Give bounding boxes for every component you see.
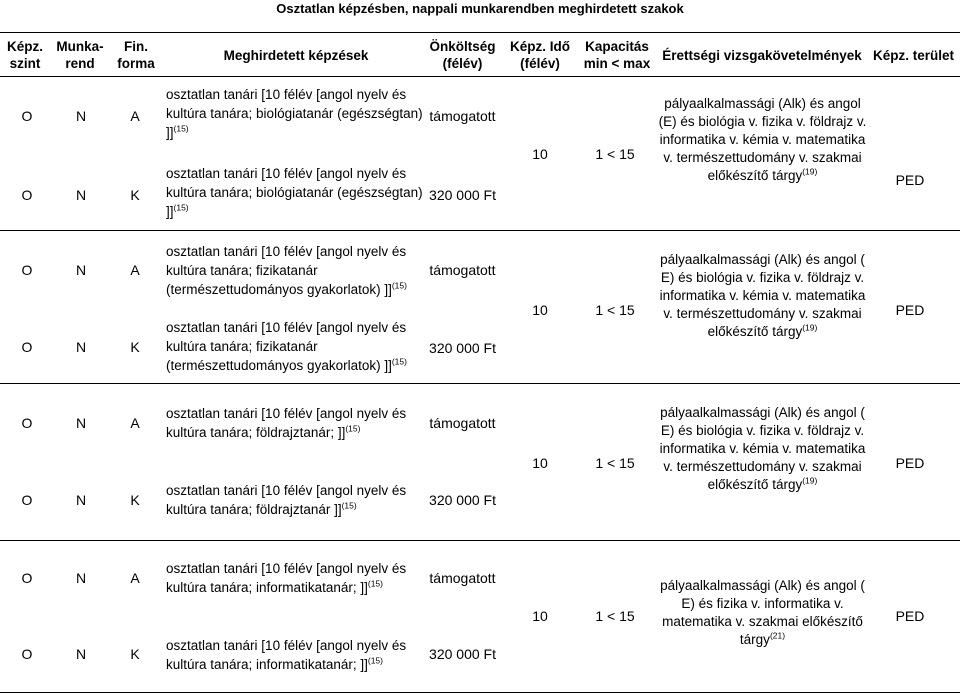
kepz-terulet-cell: PED	[895, 455, 925, 471]
kepz-szint-cell: O	[21, 492, 33, 508]
onkoltseg-cell: támogatott	[429, 570, 496, 586]
munkarend-cell: N	[75, 492, 87, 508]
header-bottom-rule	[0, 76, 960, 77]
fin-forma-cell: A	[130, 415, 140, 431]
header-onkoltseg: Önköltség (félév)	[429, 39, 496, 71]
kepz-terulet-cell: PED	[895, 608, 925, 624]
kepz-szint-cell: O	[21, 339, 33, 355]
onkoltseg-cell: 320 000 Ft	[429, 187, 496, 203]
footnote-ref: (19)	[802, 475, 818, 486]
footnote-ref: (15)	[367, 578, 383, 589]
footnote-ref: (19)	[802, 166, 818, 177]
group-divider	[0, 540, 960, 541]
onkoltseg-cell: támogatott	[429, 415, 496, 431]
munkarend-cell: N	[75, 646, 87, 662]
munkarend-cell: N	[75, 570, 87, 586]
group-divider	[0, 230, 960, 231]
footnote-ref: (19)	[802, 322, 818, 333]
munkarend-cell: N	[75, 415, 87, 431]
footnote-ref: (15)	[345, 423, 361, 434]
munkarend-cell: N	[75, 108, 87, 124]
header-munkarend: Munka- rend	[56, 39, 104, 71]
onkoltseg-cell: 320 000 Ft	[429, 492, 496, 508]
kapacitas-cell: 1 < 15	[595, 146, 635, 162]
onkoltseg-cell: 320 000 Ft	[429, 646, 496, 662]
kepz-ido-cell: 10	[532, 608, 548, 624]
footnote-ref: (15)	[173, 202, 189, 213]
fin-forma-cell: K	[130, 492, 140, 508]
fin-forma-cell: K	[130, 646, 140, 662]
kepz-szint-cell: O	[21, 187, 33, 203]
group-divider	[0, 383, 960, 384]
kepz-szint-cell: O	[21, 108, 33, 124]
kepz-ido-cell: 10	[532, 302, 548, 318]
fin-forma-cell: A	[130, 262, 140, 278]
footnote-ref: (15)	[341, 500, 357, 511]
onkoltseg-cell: 320 000 Ft	[429, 340, 496, 356]
fin-forma-cell: K	[130, 187, 140, 203]
course-description: osztatlan tanári [10 félév [angol nyelv és kultúra tanára; informatikatanár; ]]$^{(15)}$	[166, 638, 407, 672]
fin-forma-cell: A	[130, 570, 140, 586]
kepz-terulet-cell: PED	[895, 302, 925, 318]
footnote-ref: (15)	[367, 655, 383, 666]
kepz-ido-cell: 10	[532, 146, 548, 162]
kepz-szint-cell: O	[21, 570, 33, 586]
header-kepz-szint: Képz. szint	[6, 39, 43, 71]
kapacitas-cell: 1 < 15	[595, 455, 635, 471]
munkarend-cell: N	[75, 339, 87, 355]
kepz-ido-cell: 10	[532, 455, 548, 471]
course-description: osztatlan tanári [10 félév [angol nyelv és kultúra tanára; földrajztanár ]]$^{(15)}$	[166, 483, 407, 517]
munkarend-cell: N	[75, 187, 87, 203]
kapacitas-cell: 1 < 15	[595, 302, 635, 318]
kepz-szint-cell: O	[21, 646, 33, 662]
footnote-ref: (21)	[769, 630, 786, 641]
munkarend-cell: N	[75, 262, 87, 278]
table-bottom-rule	[0, 692, 960, 693]
kepz-szint-cell: O	[21, 262, 33, 278]
course-description: osztatlan tanári [10 félév [angol nyelv és kultúra tanára; fizikatanár (természettudományos gyakorlatok) ]]$^{(15)}$	[166, 244, 407, 297]
header-terulet: Képz. terület	[872, 47, 954, 63]
course-description: osztatlan tanári [10 félév [angol nyelv és kultúra tanára; fizikatanár (természettudományos gyakorlatok) ]]$^{(15)}$	[166, 320, 407, 373]
kapacitas-cell: 1 < 15	[595, 608, 635, 624]
course-description: osztatlan tanári [10 félév [angol nyelv és kultúra tanára; biológiatanár (egészségtan) ]]$^{(15)}$	[166, 87, 423, 140]
page-title: Osztatlan képzésben, nappali munkarendben meghirdetett szakok	[276, 1, 684, 16]
footnote-ref: (15)	[173, 123, 189, 134]
header-fin-forma: Fin. forma	[117, 39, 155, 71]
header-ido: Képz. Idő (félév)	[510, 39, 570, 71]
header-kepzesek: Meghirdetett képzések	[223, 47, 369, 63]
kepz-szint-cell: O	[21, 415, 33, 431]
fin-forma-cell: K	[130, 339, 140, 355]
onkoltseg-cell: támogatott	[429, 262, 496, 278]
kepz-terulet-cell: PED	[895, 172, 925, 188]
course-description: osztatlan tanári [10 félév [angol nyelv és kultúra tanára; biológiatanár (egészségtan) ]]$^{(15)}$	[166, 166, 423, 219]
erettsegi-requirements: pályaalkalmassági (Alk) és angol ( E) és fizika v. informatika v. matematika v. szakmai előkészítő tárgy$^{(21)}$	[660, 578, 865, 647]
header-erettsegi: Érettségi vizsgakövetelmények	[662, 47, 862, 63]
course-description: osztatlan tanári [10 félév [angol nyelv és kultúra tanára; földrajztanár; ]]$^{(15)}$	[166, 406, 407, 440]
onkoltseg-cell: támogatott	[429, 108, 496, 124]
erettsegi-requirements: pályaalkalmassági (Alk) és angol (E) és biológia v. fizika v. földrajz v. informatika v. kémia v. matematika v. természettudomány v. szakmai előkészítő tárgy$^{(19)}$	[658, 96, 867, 183]
fin-forma-cell: A	[130, 108, 140, 124]
footnote-ref: (15)	[391, 280, 407, 291]
header-top-rule	[0, 32, 960, 33]
erettsegi-requirements: pályaalkalmassági (Alk) és angol ( E) és biológia v. fizika v. földrajz v. informatika v. kémia v. matematika v. természettudomány v. szakmai előkészítő tárgy$^{(19)}$	[659, 252, 866, 339]
header-kapacitas: Kapacitás min < max	[583, 39, 651, 71]
course-description: osztatlan tanári [10 félév [angol nyelv és kultúra tanára; informatikatanár; ]]$^{(15)}$	[166, 561, 407, 595]
erettsegi-requirements: pályaalkalmassági (Alk) és angol ( E) és biológia v. fizika v. földrajz v. informatika v. kémia v. matematika v. természettudomány v. szakmai előkészítő tárgy$^{(19)}$	[659, 405, 866, 492]
footnote-ref: (15)	[391, 356, 407, 367]
